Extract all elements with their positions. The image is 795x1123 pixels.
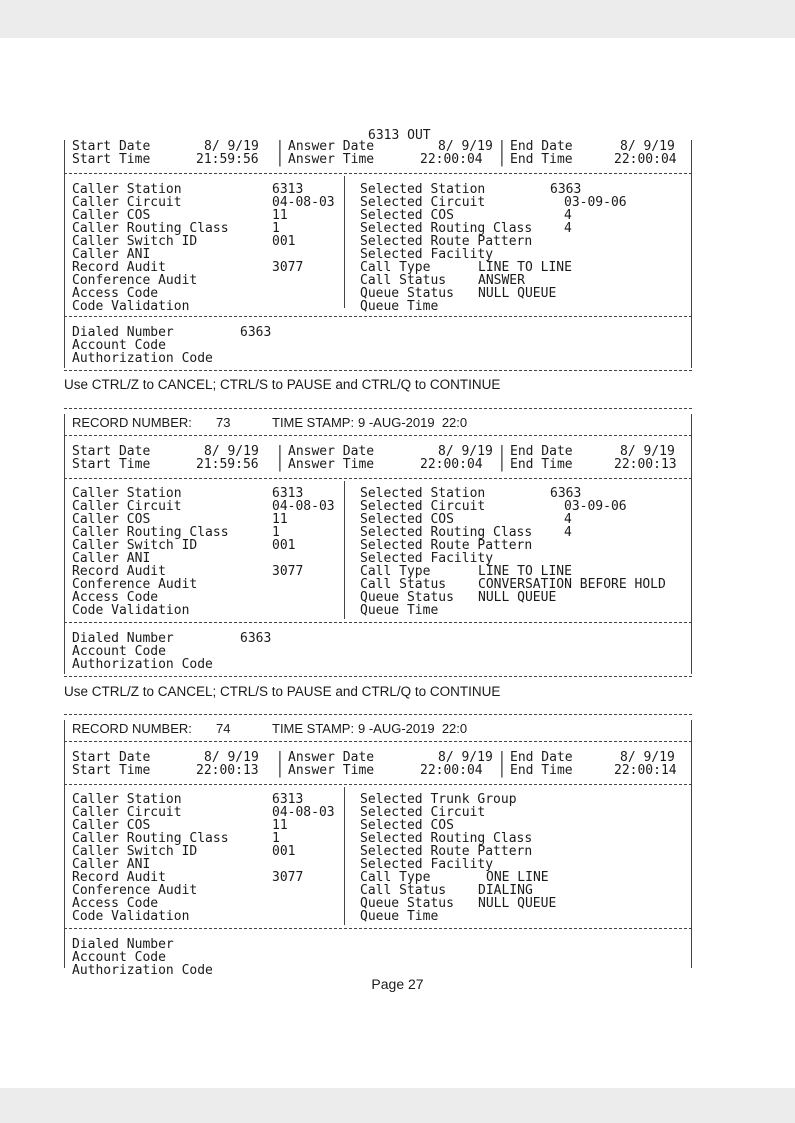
start-date-label: Start Date xyxy=(72,444,151,459)
call-record-73: RECORD NUMBER: 73 TIME STAMP: 9 -AUG-2019 22:0 Start Date 8/ 9/19 | Answer Date 8/ 9/19 | End Date 8/ 9/19 Start Time 21:59:56 | Answer Time 22:00:04 | End Time 22:00:13 Caller Station 6313 Caller Circuit 04-08-03 Caller COS 11 Caller Routing Class 1 Caller Switch ID 001 Caller ANI Record Audit 3077 Conference Audit Access Code Code Validation Selected Station 6363 Selected Circuit 03-09-06 Selected COS 4 Selected Routing Class 4 Selected Route Pattern Selected Facility Call Type LINE TO LINE Call Status CONVERSATION BEFORE HOLD Queue Status NULL QUEUE Queue Time Dialed Number 6363 Account Code Authorization Code xyxy=(64,414,692,674)
caller-station-value: 6313 xyxy=(272,792,304,807)
queue-status-value: NULL QUEUE xyxy=(478,590,557,605)
answer-date-label: Answer Date xyxy=(288,750,375,765)
call-type-value: ONE LINE xyxy=(486,870,549,885)
selected-circuit-label: Selected Circuit xyxy=(360,499,486,514)
account-code-label: Account Code xyxy=(72,338,166,353)
call-type-label: Call Type xyxy=(360,260,431,275)
authorization-code-label: Authorization Code xyxy=(72,657,213,672)
call-type-label: Call Type xyxy=(360,870,431,885)
selected-station-label: Selected Station xyxy=(360,486,486,501)
end-date-label: End Date xyxy=(510,750,573,765)
end-time-value: 22:00:13 xyxy=(614,457,677,472)
caller-cos-label: Caller COS xyxy=(72,818,151,833)
selected-route-pattern-label: Selected Route Pattern xyxy=(360,844,533,859)
answer-date-value: 8/ 9/19 xyxy=(438,139,493,154)
dialed-number-label: Dialed Number xyxy=(72,325,174,340)
divider xyxy=(64,478,692,479)
end-time-value: 22:00:04 xyxy=(614,152,677,167)
caller-ani-label: Caller ANI xyxy=(72,247,151,262)
answer-date-label: Answer Date xyxy=(288,139,375,154)
caller-routing-class-value: 1 xyxy=(272,831,280,846)
scan-margin-bottom xyxy=(0,1088,795,1123)
caller-switch-id-label: Caller Switch ID xyxy=(72,844,198,859)
start-time-label: Start Time xyxy=(72,152,151,167)
caller-station-label: Caller Station xyxy=(72,792,182,807)
account-code-label: Account Code xyxy=(72,950,166,965)
caller-cos-value: 11 xyxy=(272,512,288,527)
record-audit-value: 3077 xyxy=(272,260,304,275)
caller-routing-class-label: Caller Routing Class xyxy=(72,831,229,846)
caller-station-value: 6313 xyxy=(272,486,304,501)
keyboard-help-note: Use CTRL/Z to CANCEL; CTRL/S to PAUSE and CTRL/Q to CONTINUE xyxy=(64,684,501,699)
divider xyxy=(64,622,692,623)
caller-routing-class-label: Caller Routing Class xyxy=(72,525,229,540)
caller-circuit-label: Caller Circuit xyxy=(72,805,182,820)
divider xyxy=(64,316,692,317)
divider xyxy=(64,741,692,742)
caller-switch-id-label: Caller Switch ID xyxy=(72,234,198,249)
divider xyxy=(64,435,692,436)
code-validation-label: Code Validation xyxy=(72,909,190,924)
record-number-value: 74 xyxy=(216,721,231,736)
selected-trunk-group-label: Selected Trunk Group xyxy=(360,792,517,807)
authorization-code-label: Authorization Code xyxy=(72,351,213,366)
conference-audit-label: Conference Audit xyxy=(72,273,198,288)
answer-time-value: 22:00:04 xyxy=(420,152,483,167)
record-number-label: RECORD NUMBER: xyxy=(72,721,192,736)
caller-switch-id-value: 001 xyxy=(272,234,296,249)
start-date-value: 8/ 9/19 xyxy=(204,444,259,459)
record-number-label: RECORD NUMBER: xyxy=(72,415,192,430)
start-date-value: 8/ 9/19 xyxy=(204,750,259,765)
record-audit-label: Record Audit xyxy=(72,564,166,579)
divider xyxy=(64,676,692,677)
selected-station-value: 6363 xyxy=(550,486,582,501)
page-number: Page 27 xyxy=(371,976,424,992)
record-audit-label: Record Audit xyxy=(72,870,166,885)
caller-cos-value: 11 xyxy=(272,208,288,223)
call-status-label: Call Status xyxy=(360,577,447,592)
caller-routing-class-value: 1 xyxy=(272,525,280,540)
caller-cos-label: Caller COS xyxy=(72,512,151,527)
start-time-value: 21:59:56 xyxy=(196,457,259,472)
end-date-value: 8/ 9/19 xyxy=(620,444,675,459)
selected-route-pattern-label: Selected Route Pattern xyxy=(360,538,533,553)
caller-circuit-label: Caller Circuit xyxy=(72,499,182,514)
call-status-label: Call Status xyxy=(360,883,447,898)
divider xyxy=(64,784,692,785)
selected-circuit-value: 03-09-06 xyxy=(564,499,627,514)
caller-switch-id-value: 001 xyxy=(272,844,296,859)
selected-routing-class-value: 4 xyxy=(564,525,572,540)
dialed-number-label: Dialed Number xyxy=(72,937,174,952)
call-status-label: Call Status xyxy=(360,273,447,288)
start-time-label: Start Time xyxy=(72,763,151,778)
end-time-label: End Time xyxy=(510,763,573,778)
dialed-number-value: 6363 xyxy=(240,631,272,646)
end-date-value: 8/ 9/19 xyxy=(620,139,675,154)
queue-time-label: Queue Time xyxy=(360,299,439,314)
divider xyxy=(64,408,692,409)
caller-routing-class-label: Caller Routing Class xyxy=(72,221,229,236)
end-date-label: End Date xyxy=(510,139,573,154)
selected-routing-class-value: 4 xyxy=(564,221,572,236)
account-code-label: Account Code xyxy=(72,644,166,659)
selected-cos-label: Selected COS xyxy=(360,512,454,527)
code-validation-label: Code Validation xyxy=(72,603,190,618)
selected-cos-value: 4 xyxy=(564,512,572,527)
time-stamp-value: 9 -AUG-2019 22:0 xyxy=(358,415,468,430)
keyboard-help-note: Use CTRL/Z to CANCEL; CTRL/S to PAUSE and CTRL/Q to CONTINUE xyxy=(64,377,501,392)
call-status-value: DIALING xyxy=(478,883,533,898)
call-type-value: LINE TO LINE xyxy=(478,564,572,579)
conference-audit-label: Conference Audit xyxy=(72,883,198,898)
start-time-value: 22:00:13 xyxy=(196,763,259,778)
dialed-number-label: Dialed Number xyxy=(72,631,174,646)
call-type-value: LINE TO LINE xyxy=(478,260,572,275)
access-code-label: Access Code xyxy=(72,590,159,605)
selected-routing-class-label: Selected Routing Class xyxy=(360,221,533,236)
selected-cos-label: Selected COS xyxy=(360,208,454,223)
caller-circuit-value: 04-08-03 xyxy=(272,195,335,210)
scan-margin-top xyxy=(0,0,795,38)
call-status-value: CONVERSATION BEFORE HOLD xyxy=(478,577,666,592)
time-stamp-value: 9 -AUG-2019 22:0 xyxy=(358,721,468,736)
record-number-value: 73 xyxy=(216,415,231,430)
end-date-label: End Date xyxy=(510,444,573,459)
answer-date-value: 8/ 9/19 xyxy=(438,750,493,765)
selected-station-label: Selected Station xyxy=(360,182,486,197)
access-code-label: Access Code xyxy=(72,286,159,301)
queue-status-label: Queue Status xyxy=(360,590,454,605)
caller-ani-label: Caller ANI xyxy=(72,857,151,872)
continuation-title: 6313 OUT xyxy=(368,128,431,143)
selected-route-pattern-label: Selected Route Pattern xyxy=(360,234,533,249)
call-type-label: Call Type xyxy=(360,564,431,579)
selected-cos-value: 4 xyxy=(564,208,572,223)
caller-circuit-value: 04-08-03 xyxy=(272,805,335,820)
answer-time-label: Answer Time xyxy=(288,457,375,472)
divider xyxy=(64,714,692,715)
access-code-label: Access Code xyxy=(72,896,159,911)
selected-circuit-label: Selected Circuit xyxy=(360,805,486,820)
divider xyxy=(64,370,692,371)
divider xyxy=(64,173,692,174)
record-audit-value: 3077 xyxy=(272,564,304,579)
start-date-label: Start Date xyxy=(72,139,151,154)
call-record-continued: Start Date 8/ 9/19 | Answer Date 8/ 9/19 | End Date 8/ 9/19 Start Time 21:59:56 | Answer Time 22:00:04 | End Time 22:00:04 Caller Station 6313 Caller Circuit 04-08-03 Caller COS 11 Caller Routing Class 1 Caller Switch ID 001 Caller ANI Record Audit 3077 Conference Audit Access Code Code Validation Selected Station 6363 Selected Circuit 03-09-06 Selected COS 4 Selected Routing Class 4 Selected Route Pattern Selected Facility Call Type LINE TO LINE Call Status ANSWER Queue Status NULL QUEUE Queue Time Dialed Number 6363 Account Code Authorization Code xyxy=(64,140,692,368)
queue-status-value: NULL QUEUE xyxy=(478,896,557,911)
caller-routing-class-value: 1 xyxy=(272,221,280,236)
record-audit-label: Record Audit xyxy=(72,260,166,275)
queue-time-label: Queue Time xyxy=(360,603,439,618)
queue-status-label: Queue Status xyxy=(360,286,454,301)
caller-circuit-value: 04-08-03 xyxy=(272,499,335,514)
end-time-label: End Time xyxy=(510,152,573,167)
selected-routing-class-label: Selected Routing Class xyxy=(360,831,533,846)
end-date-value: 8/ 9/19 xyxy=(620,750,675,765)
selected-facility-label: Selected Facility xyxy=(360,247,494,262)
answer-time-value: 22:00:04 xyxy=(420,457,483,472)
answer-time-label: Answer Time xyxy=(288,152,375,167)
caller-cos-label: Caller COS xyxy=(72,208,151,223)
queue-time-label: Queue Time xyxy=(360,909,439,924)
answer-date-value: 8/ 9/19 xyxy=(438,444,493,459)
conference-audit-label: Conference Audit xyxy=(72,577,198,592)
end-time-value: 22:00:14 xyxy=(614,763,677,778)
answer-time-label: Answer Time xyxy=(288,763,375,778)
record-audit-value: 3077 xyxy=(272,870,304,885)
selected-cos-label: Selected COS xyxy=(360,818,454,833)
divider xyxy=(64,928,692,929)
start-date-label: Start Date xyxy=(72,750,151,765)
start-time-value: 21:59:56 xyxy=(196,152,259,167)
selected-facility-label: Selected Facility xyxy=(360,857,494,872)
selected-circuit-label: Selected Circuit xyxy=(360,195,486,210)
selected-circuit-value: 03-09-06 xyxy=(564,195,627,210)
caller-ani-label: Caller ANI xyxy=(72,551,151,566)
call-status-value: ANSWER xyxy=(478,273,525,288)
call-record-74: RECORD NUMBER: 74 TIME STAMP: 9 -AUG-2019 22:0 Start Date 8/ 9/19 | Answer Date 8/ 9/19 | End Date 8/ 9/19 Start Time 22:00:13 | Answer Time 22:00:04 | End Time 22:00:14 Caller Station 6313 Caller Circuit 04-08-03 Caller COS 11 Caller Routing Class 1 Caller Switch ID 001 Caller ANI Record Audit 3077 Conference Audit Access Code Code Validation Selected Trunk Group Selected Circuit Selected COS Selected Routing Class Selected Route Pattern Selected Facility Call Type ONE LINE Call Status DIALING Queue Status NULL QUEUE Queue Time Dialed Number Account Code Authorization Code xyxy=(64,720,692,968)
start-time-label: Start Time xyxy=(72,457,151,472)
caller-cos-value: 11 xyxy=(272,818,288,833)
end-time-label: End Time xyxy=(510,457,573,472)
start-date-value: 8/ 9/19 xyxy=(204,139,259,154)
caller-switch-id-value: 001 xyxy=(272,538,296,553)
caller-station-label: Caller Station xyxy=(72,486,182,501)
code-validation-label: Code Validation xyxy=(72,299,190,314)
caller-circuit-label: Caller Circuit xyxy=(72,195,182,210)
selected-facility-label: Selected Facility xyxy=(360,551,494,566)
answer-time-value: 22:00:04 xyxy=(420,763,483,778)
caller-station-value: 6313 xyxy=(272,182,304,197)
dialed-number-value: 6363 xyxy=(240,325,272,340)
queue-status-label: Queue Status xyxy=(360,896,454,911)
authorization-code-label: Authorization Code xyxy=(72,963,213,978)
selected-routing-class-label: Selected Routing Class xyxy=(360,525,533,540)
selected-station-value: 6363 xyxy=(550,182,582,197)
caller-switch-id-label: Caller Switch ID xyxy=(72,538,198,553)
caller-station-label: Caller Station xyxy=(72,182,182,197)
queue-status-value: NULL QUEUE xyxy=(478,286,557,301)
answer-date-label: Answer Date xyxy=(288,444,375,459)
time-stamp-label: TIME STAMP: xyxy=(272,415,355,430)
time-stamp-label: TIME STAMP: xyxy=(272,721,355,736)
